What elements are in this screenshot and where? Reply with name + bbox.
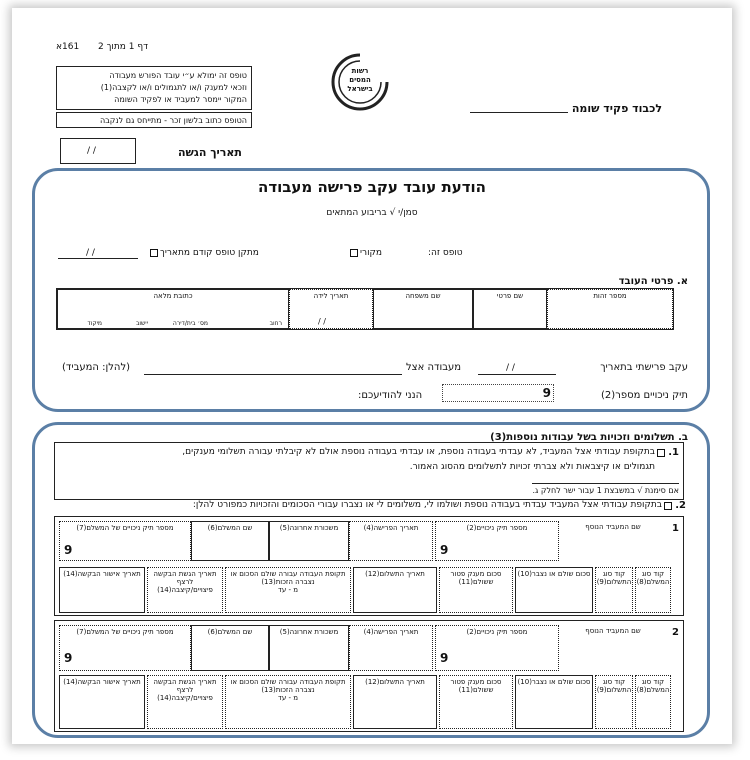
corrects-label: מתקן טופס קודם מתאריך xyxy=(160,248,259,258)
gender-note: הטופס כתוב בלשון זכר - מתייחס גם לנקבה xyxy=(99,116,247,125)
block-1-pay-date[interactable] xyxy=(353,567,437,613)
addr-street: רחוב xyxy=(269,320,282,327)
employer-name-field[interactable] xyxy=(144,374,402,375)
block-1-payer-label: שם המשלם(6) xyxy=(207,524,253,532)
block-2-employer[interactable] xyxy=(563,625,663,671)
block-2-payer-code[interactable] xyxy=(635,675,671,729)
form-type-label: טופס זה: xyxy=(428,248,463,258)
block-1-amount-label: סכום שולם או נצבר(10) xyxy=(517,570,591,578)
block-1-exempt[interactable] xyxy=(439,567,513,613)
block-1-pay-date-label: תאריך התשלום(12) xyxy=(365,570,425,578)
block-2-pay-code-label: קוד סוג התשלום(9) xyxy=(596,678,632,694)
submission-date-value: / / xyxy=(87,146,96,156)
block-2-payer-file-prefix: 9 xyxy=(64,651,73,665)
inform-label: הנני להודיעכם: xyxy=(358,390,423,401)
retire-date-field[interactable] xyxy=(478,374,556,375)
block-1-approval[interactable] xyxy=(59,567,145,613)
block-1-file-label: מספר תיק ניכויים(2) xyxy=(466,524,528,532)
block-1-payer-file-prefix: 9 xyxy=(64,543,73,557)
form-page xyxy=(12,8,732,744)
instructions-line2: וזכאי למענק ו/או לתגמולים ו/או לקצבה(1) xyxy=(100,83,247,92)
birth-date-cell[interactable] xyxy=(289,289,373,329)
block-2-approval[interactable] xyxy=(59,675,145,729)
retire-label: עקב פרישתי בתאריך xyxy=(600,362,688,373)
id-cell[interactable] xyxy=(547,289,673,329)
block-1-payer-code-label: קוד סוג המשלם(8) xyxy=(636,570,670,586)
addr-house: מס׳ בית/דירה xyxy=(172,320,208,327)
submission-date-label: תאריך הגשה xyxy=(178,146,242,159)
option-1-box xyxy=(54,442,684,500)
assessor-label: לכבוד פקיד שומה xyxy=(571,102,662,115)
logo-text: רשות המסים בישראל xyxy=(347,67,373,93)
block-2-payer-code-label: קוד סוג המשלם(8) xyxy=(636,678,670,694)
page-of: דף 1 מתוך 2 xyxy=(98,42,149,52)
block-1-num: 1 xyxy=(672,523,679,534)
additional-employer-block-2 xyxy=(54,620,684,732)
block-1-employer-label: שם המעביד הנוסף xyxy=(585,523,641,531)
block-1-payer-code[interactable] xyxy=(635,567,671,613)
address-label: כתובת מלאה xyxy=(153,292,193,300)
tax-authority-logo xyxy=(330,52,390,112)
employer-label: (להלן: המעביד) xyxy=(62,362,131,373)
block-2-num: 2 xyxy=(672,627,679,638)
birth-date-blank: / / xyxy=(318,317,326,326)
file-number-field[interactable] xyxy=(442,384,554,402)
instructions-line1: טופס זה ימולא ע״י עובד הפורש מעבודה xyxy=(109,71,247,80)
section-b-title: ב. תשלומים וזכויות בשל עבודות נוספות(3) xyxy=(490,432,688,443)
block-2-file-label: מספר תיק ניכויים(2) xyxy=(466,628,528,636)
addr-city: יישוב xyxy=(135,320,148,327)
block-2-req-date-label: תאריך הגשת הבקשה לרצף פיצויים/קיצבה(14) xyxy=(153,678,217,702)
option-1-num: 1. xyxy=(668,447,679,458)
block-2-pay-date-label: תאריך התשלום(12) xyxy=(365,678,425,686)
instructions-line3: המקור יימסר למעביד או לפקיד השומה xyxy=(114,95,247,104)
block-1-req-date-label: תאריך הגשת הבקשה לרצף פיצויים/קיצבה(14) xyxy=(153,570,217,594)
option-2-text: בתקופת עבודתי אצל המעביד עבדתי בעבודה נוספת ושולמו לי, משלומים לי או נצברו עבורי הסכומים והזכויות כמפורט להלן: xyxy=(192,500,662,510)
block-2-position-label: משכורת אחרונה(5) xyxy=(279,628,339,636)
additional-employer-block-1 xyxy=(54,516,684,616)
section-a-title: א. פרטי העובד xyxy=(618,276,688,287)
first-name-label: שם פרטי xyxy=(496,292,524,300)
block-1-from-to: מ - עד xyxy=(278,586,298,594)
block-2-payer-label: שם המשלם(6) xyxy=(207,628,253,636)
block-1-retire[interactable] xyxy=(349,521,433,561)
block-2-file-prefix: 9 xyxy=(440,651,449,665)
block-2-req-date[interactable] xyxy=(147,675,223,729)
id-label: מספר זהות xyxy=(593,292,627,300)
block-2-file[interactable] xyxy=(435,625,559,671)
block-1-position-label: משכורת אחרונה(5) xyxy=(279,524,339,532)
mark-note: סמן/י √ בריבוע המתאים xyxy=(326,208,418,218)
block-2-exempt-label: סכום מענק פטור ששולם(11) xyxy=(450,678,502,694)
block-2-payer[interactable] xyxy=(191,625,269,671)
block-1-pay-code[interactable] xyxy=(595,567,633,613)
address-cell[interactable] xyxy=(57,289,289,329)
block-1-position[interactable] xyxy=(269,521,349,561)
option-1-checkbox[interactable] xyxy=(657,449,665,457)
block-2-position[interactable] xyxy=(269,625,349,671)
form-title: הודעת עובד עקב פרישה מעבודה xyxy=(258,178,486,196)
block-2-retire-label: תאריך הפרישה(4) xyxy=(363,628,419,636)
form-code: 161א xyxy=(56,42,80,52)
option-1-note: אם סימנת √ במשבצת 1 עבור ישר לחלק ג. xyxy=(532,483,679,495)
block-1-period-label: תקופת העבודה עבורה שולם הסכום או נצברה הזכות(13) xyxy=(230,570,346,586)
block-1-req-date[interactable] xyxy=(147,567,223,613)
block-1-amount[interactable] xyxy=(515,567,593,613)
submission-date-field[interactable] xyxy=(60,138,136,164)
block-1-pay-code-label: קוד סוג התשלום(9) xyxy=(596,570,632,586)
option-1-line1: בתקופת עבודתי אצל המעביד, לא עבדתי בעבודה נוספת, או עבדתי בעבודה נוספת אולם לא קיבלתי עבורה תשלומי מענקים, xyxy=(182,447,655,457)
corrects-date-blank: / / xyxy=(86,248,95,258)
file-number-label: תיק ניכויים מספר(2) xyxy=(601,390,688,401)
birth-date-label: תאריך לידה xyxy=(313,292,349,300)
corrects-checkbox[interactable] xyxy=(150,249,158,257)
block-2-payer-file[interactable] xyxy=(59,625,191,671)
corrects-date-field[interactable] xyxy=(58,258,138,259)
assessor-field[interactable] xyxy=(470,112,568,113)
instructions-box xyxy=(56,66,252,110)
block-1-payer-file[interactable] xyxy=(59,521,191,561)
last-name-label: שם משפחה xyxy=(405,292,441,300)
original-label: מקורי xyxy=(360,248,383,258)
block-2-retire[interactable] xyxy=(349,625,433,671)
block-1-employer[interactable] xyxy=(563,521,663,561)
corrects-option[interactable] xyxy=(148,248,259,258)
retire-date-blank: / / xyxy=(506,363,515,373)
option-2-checkbox[interactable] xyxy=(664,502,672,510)
gender-note-box xyxy=(56,112,252,128)
block-1-payer-file-label: מספר תיק ניכויים של המשלם(7) xyxy=(76,524,174,532)
block-1-retire-label: תאריך הפרישה(4) xyxy=(363,524,419,532)
block-1-file[interactable] xyxy=(435,521,559,561)
block-2-approval-label: תאריך אישור הבקשה(14) xyxy=(63,678,141,686)
employee-details-table xyxy=(56,288,674,330)
block-2-exempt[interactable] xyxy=(439,675,513,729)
block-2-payer-file-label: מספר תיק ניכויים של המשלם(7) xyxy=(76,628,174,636)
first-name-cell[interactable] xyxy=(473,289,547,329)
block-2-employer-label: שם המעביד הנוסף xyxy=(585,627,641,635)
block-2-amount[interactable] xyxy=(515,675,593,729)
block-2-pay-date[interactable] xyxy=(353,675,437,729)
block-2-pay-code[interactable] xyxy=(595,675,633,729)
original-checkbox[interactable] xyxy=(350,249,358,257)
block-2-from-to: מ - עד xyxy=(278,694,298,702)
addr-zip: מיקוד xyxy=(87,320,102,327)
block-2-period[interactable] xyxy=(225,675,351,729)
block-1-file-prefix: 9 xyxy=(440,543,449,557)
block-1-period[interactable] xyxy=(225,567,351,613)
option-1-line2: תגמולים או קיצבאות ולא צברתי זכויות לתשלומים מהסוג האמור. xyxy=(409,462,655,472)
employed-label: מעבודה אצל xyxy=(406,362,462,373)
option-2-num: 2. xyxy=(675,500,686,511)
block-1-payer[interactable] xyxy=(191,521,269,561)
original-option[interactable] xyxy=(348,248,382,258)
block-1-exempt-label: סכום מענק פטור ששולם(11) xyxy=(450,570,502,586)
last-name-cell[interactable] xyxy=(373,289,473,329)
block-2-amount-label: סכום שולם או נצבר(10) xyxy=(517,678,591,686)
file-number-prefix: 9 xyxy=(542,386,551,400)
block-1-approval-label: תאריך אישור הבקשה(14) xyxy=(63,570,141,578)
block-2-period-label: תקופת העבודה עבורה שולם הסכום או נצברה הזכות(13) xyxy=(230,678,346,694)
